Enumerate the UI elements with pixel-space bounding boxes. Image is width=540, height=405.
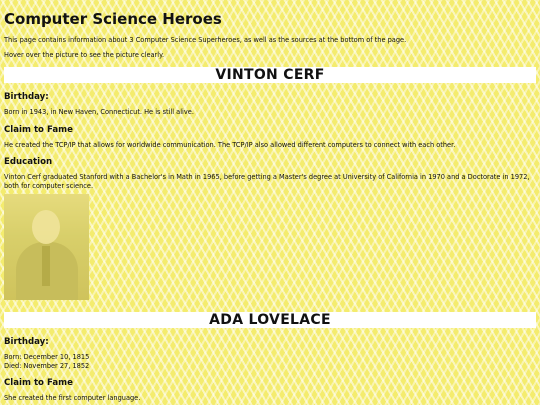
intro-text: This page contains information about 3 Computer Science Superheroes, as well as the sources at the bottom of the page.: [4, 36, 407, 44]
ada-fame-heading: Claim to Fame: [4, 378, 73, 388]
photo-figure-head: [32, 210, 60, 244]
ada-lovelace-name: ADA LOVELACE: [209, 312, 331, 328]
vinton-birthday-text: Born in 1943, in New Haven, Connecticut. He is still alive.: [4, 108, 194, 116]
page-title: Computer Science Heroes: [4, 10, 222, 28]
vinton-cerf-photo[interactable]: [4, 194, 89, 300]
hover-note: Hover over the picture to see the picture clearly.: [4, 50, 165, 59]
ada-died-text: Died: November 27, 1852: [4, 361, 90, 370]
vinton-birthday-heading: Birthday:: [4, 92, 49, 102]
vinton-education-heading: Education: [4, 157, 53, 167]
vinton-cerf-banner: [4, 67, 536, 83]
photo-figure-tie: [42, 246, 50, 286]
ada-dates: [4, 353, 536, 370]
ada-lovelace-banner: [4, 312, 536, 328]
vinton-fame-heading: Claim to Fame: [4, 124, 73, 135]
vinton-fame-text: He created the TCP/IP that allows for worldwide communication. The TCP/IP also allowed different computers to connect with each other.: [4, 140, 456, 149]
ada-born-text: Born: December 10, 1815: [4, 353, 90, 361]
ada-birthday-heading: Birthday:: [4, 337, 49, 347]
vinton-cerf-name: VINTON CERF: [215, 67, 325, 83]
ada-fame-text: She created the first computer language.: [4, 394, 141, 402]
vinton-education-text: Vinton Cerf graduated Stanford with a Bachelor's in Math in 1965, before getting a Master's degree at University of California in 1970 and a Doctorate in 1972, both for computer science.: [4, 173, 530, 190]
